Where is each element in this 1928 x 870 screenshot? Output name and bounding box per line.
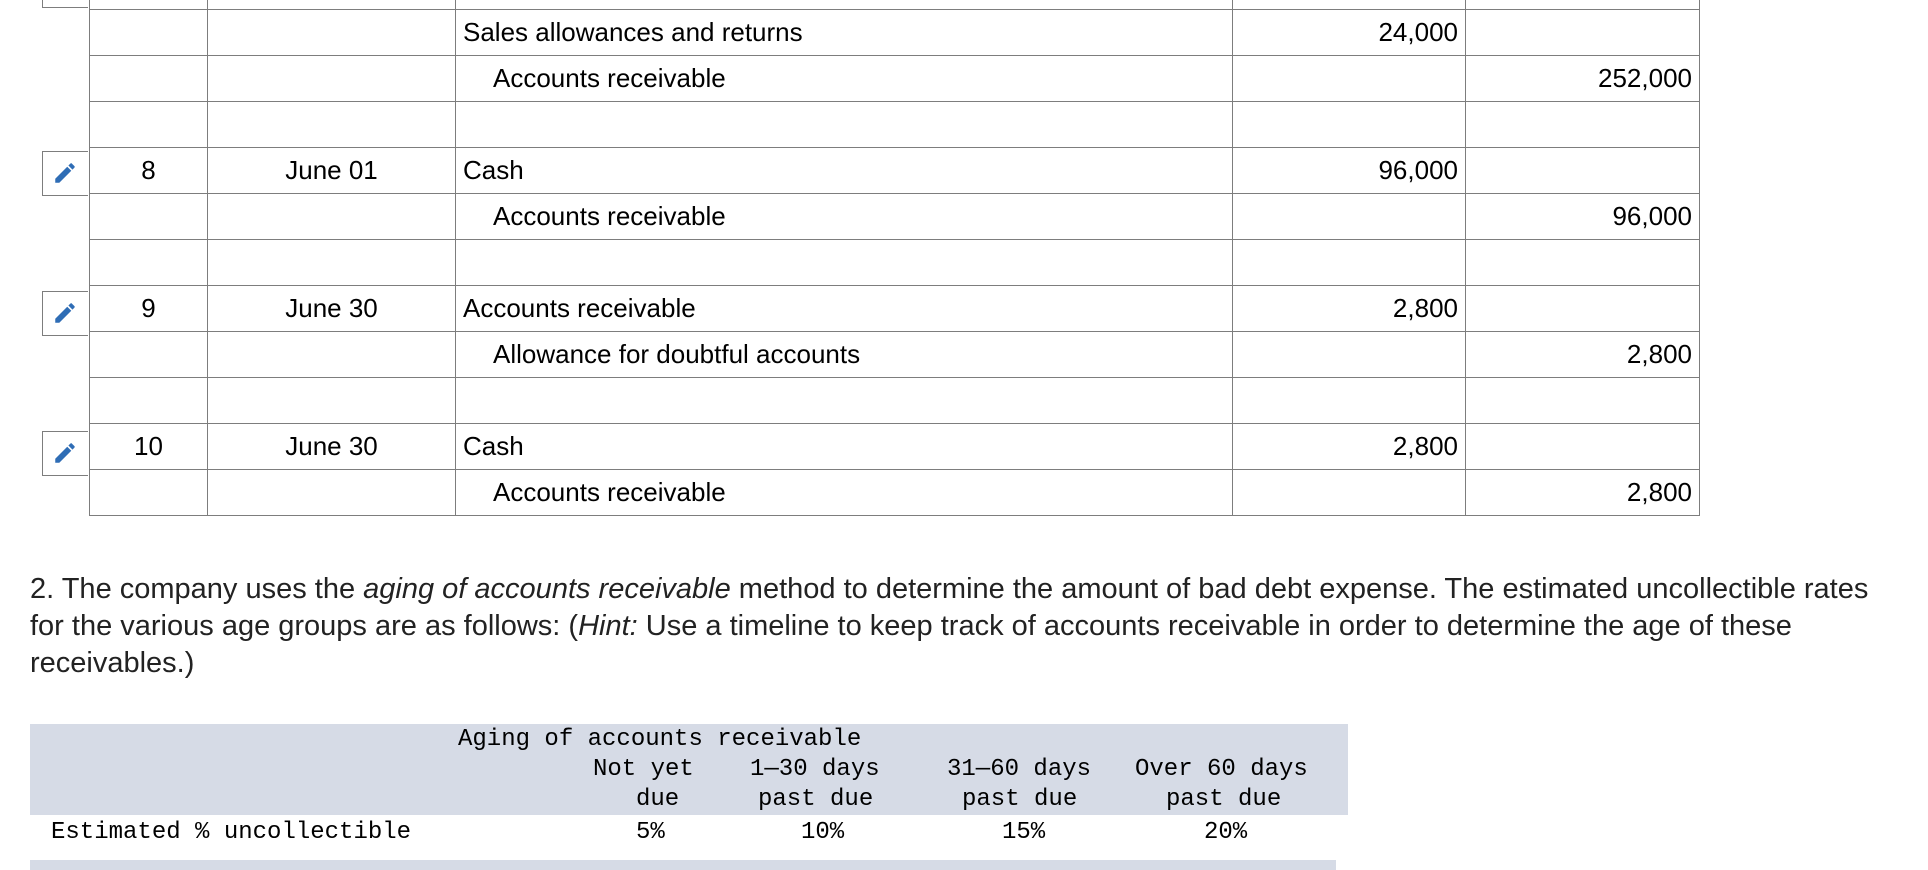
entry-number [90,10,208,56]
entry-date [208,332,456,378]
debit-amount [1233,378,1466,424]
journal-entries-table [89,0,1700,516]
credit-amount [1466,148,1700,194]
table-row [90,56,1700,102]
table-row [90,10,1700,56]
entry-date [208,470,456,516]
account-title: Accounts receivable [456,286,1233,332]
table-row [90,0,1700,10]
table-row [90,378,1700,424]
debit-amount [1233,470,1466,516]
table-row [90,424,1700,470]
entry-number: 9 [90,286,208,332]
account-title [456,240,1233,286]
account-title: Cash [456,148,1233,194]
entry-date: June 01 [208,148,456,194]
credit-amount [1466,378,1700,424]
credit-amount [1466,10,1700,56]
account-title: Sales allowances and returns [456,10,1233,56]
debit-amount: 2,800 [1233,424,1466,470]
table-row [90,470,1700,516]
table-row [90,286,1700,332]
account-title: Allowance for doubtful accounts [456,332,1233,378]
edit-entry-9-button[interactable] [42,291,88,336]
aging-row-label: Estimated % uncollectible [51,819,412,846]
debit-amount [1233,194,1466,240]
aging-rate: 15% [1002,819,1046,846]
table-row [90,102,1700,148]
table-row [90,194,1700,240]
pencil-icon [52,440,78,466]
aging-rate: 20% [1204,819,1248,846]
table-row [90,332,1700,378]
aging-column-header: Over 60 days [1135,756,1308,783]
debit-amount: 2,800 [1233,286,1466,332]
account-title: Accounts receivable [456,470,1233,516]
debit-amount: 24,000 [1233,10,1466,56]
account-title: Cash [456,424,1233,470]
aging-column-header: past due [758,786,874,813]
entry-number [90,470,208,516]
account-title [456,102,1233,148]
aging-rate: 10% [801,819,845,846]
aging-column-header: past due [962,786,1078,813]
entry-date [208,240,456,286]
entry-date: June 30 [208,424,456,470]
aging-rate: 5% [636,819,665,846]
aging-table-row [30,815,1348,860]
credit-amount: 2,800 [1466,332,1700,378]
entry-date: June 30 [208,286,456,332]
table-row [90,148,1700,194]
edit-entry-button-prev[interactable] [42,0,88,8]
credit-amount [1466,102,1700,148]
question-number: 2. [30,573,55,605]
aging-column-header: past due [1166,786,1282,813]
aging-column-header: due [636,786,680,813]
entry-number: 8 [90,148,208,194]
entry-number: 10 [90,424,208,470]
pencil-icon [52,300,78,326]
entry-number [90,332,208,378]
entry-number [90,56,208,102]
pencil-icon [52,160,78,186]
account-title [456,378,1233,424]
edit-entry-8-button[interactable] [42,151,88,196]
entry-number [90,378,208,424]
entry-date [208,10,456,56]
entry-date [208,194,456,240]
aging-table-header [30,724,1348,815]
debit-amount [1233,332,1466,378]
debit-amount [1233,240,1466,286]
table-row [90,240,1700,286]
entry-date [208,378,456,424]
aging-column-header: 1—30 days [750,756,880,783]
entry-number [90,240,208,286]
account-title: Accounts receivable [456,56,1233,102]
hint-label: Hint: [578,610,638,642]
credit-amount: 2,800 [1466,470,1700,516]
credit-amount: 252,000 [1466,56,1700,102]
aging-caption: Aging of accounts receivable [458,726,862,753]
credit-amount [1466,286,1700,332]
aging-column-header: Not yet [593,756,694,783]
aging-table-footer-bar [30,860,1336,870]
aging-column-header: 31—60 days [947,756,1092,783]
debit-amount [1233,56,1466,102]
entry-date [208,102,456,148]
aging-method-emphasis: aging of accounts receivable [363,573,731,605]
credit-amount [1466,240,1700,286]
question-2-text: 2. The company uses the aging of accounts receivable method to determine the amount of bad debt expense. The estimated uncollectible rates for the various age groups are as follows: (Hint: Use a timeline to keep track of accounts receivable in order to determine the age of these receivables.) [30,573,1869,679]
entry-number [90,194,208,240]
entry-date [208,56,456,102]
debit-amount [1233,102,1466,148]
edit-entry-10-button[interactable] [42,431,88,476]
credit-amount [1466,424,1700,470]
credit-amount: 96,000 [1466,194,1700,240]
debit-amount: 96,000 [1233,148,1466,194]
entry-number [90,102,208,148]
account-title: Accounts receivable [456,194,1233,240]
